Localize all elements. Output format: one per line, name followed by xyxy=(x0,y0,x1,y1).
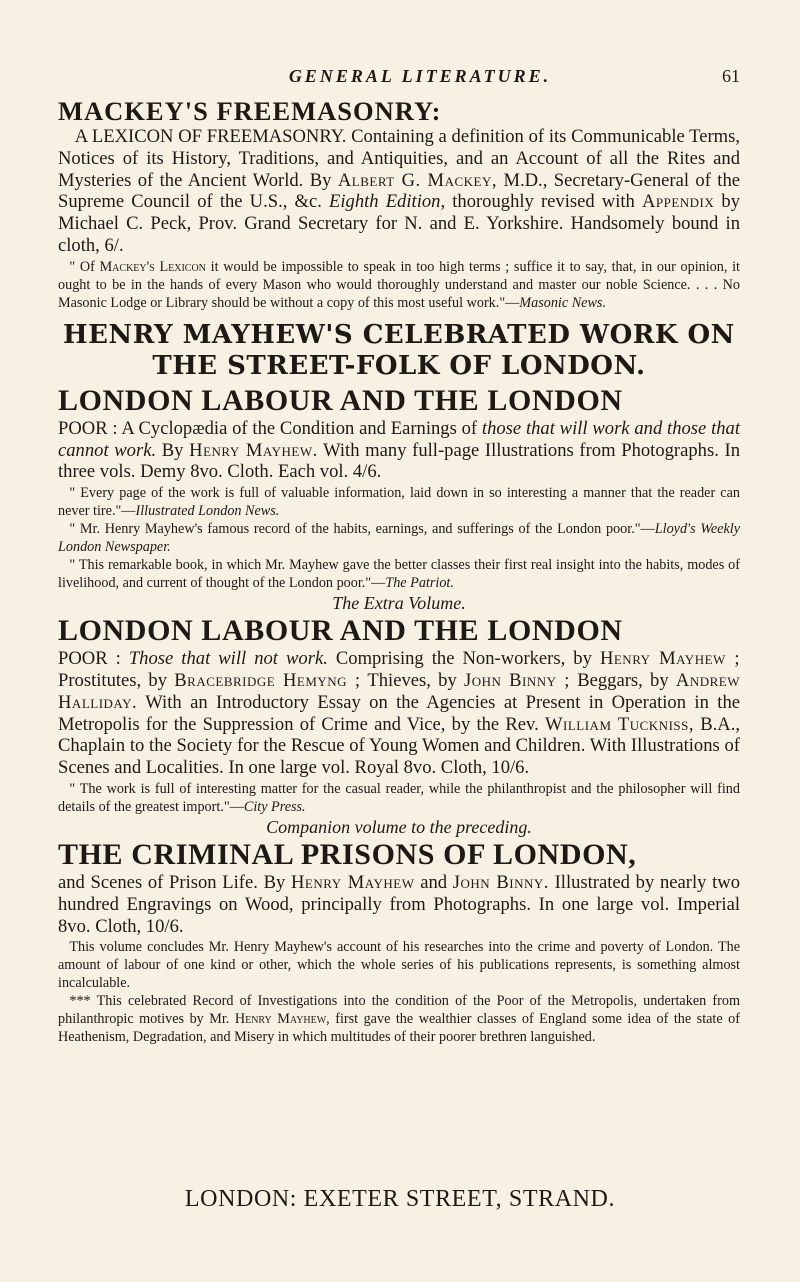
labour-2-text-1: POOR : xyxy=(58,648,129,670)
labour-1-author: Henry Mayhew. xyxy=(189,439,318,461)
entry-title-labour-2: LONDON LABOUR AND THE LONDON xyxy=(58,614,623,648)
mackey-text-3: thoroughly revised with xyxy=(445,191,642,213)
labour-2-text-6: With an Introductory Essay on the Agencies at Present in Operation in the Metropolis for the Suppression of Crime and Vice, by the Rev. xyxy=(58,691,740,735)
labour-2-text-5: Beggars, by xyxy=(569,669,676,691)
labour-1-review-2 xyxy=(58,520,740,556)
extra-volume-label: The Extra Volume. xyxy=(332,593,466,614)
mackey-appendix: Appendix xyxy=(641,191,715,213)
labour-2-text-2: Comprising the Non-workers, by xyxy=(327,648,600,670)
mackey-quote-open: " Of xyxy=(69,258,100,275)
criminal-note-1: This volume concludes Mr. Henry Mayhew's account of his researches into the crime and poverty of London. The amount of labour of one kind or other, which the whole series of his publications represents, is something almost incalculable. xyxy=(58,939,740,992)
banner-line-1: HENRY MAYHEW'S CELEBRATED WORK ON xyxy=(63,319,735,350)
criminal-text-1: and Scenes of Prison Life. By xyxy=(58,871,291,893)
review-text: " The work is full of interesting matter for the casual reader, while the philanthropist and the philosopher will find details of the greatest import."— xyxy=(58,780,740,815)
entry-title-labour-1: LONDON LABOUR AND THE LONDON xyxy=(58,383,623,417)
mackey-author: Albert G. Mackey, xyxy=(337,169,498,191)
entry-title-mackey: MACKEY'S FREEMASONRY: xyxy=(58,96,442,126)
mayhew-banner xyxy=(58,320,740,382)
labour-1-text-3: With many full-page Illustrations from Photographs. In three vols. Demy 8vo. Cloth. Each vol. 4/6. xyxy=(58,439,740,483)
entry-title-criminal-prisons: THE CRIMINAL PRISONS OF LONDON, xyxy=(58,837,637,871)
note-text: first gave the wealthier classes of England some idea of the state of Heathenism, Degradation, and Misery in which multitudes of their poorer brethren languished. xyxy=(58,1011,740,1046)
criminal-description xyxy=(58,872,740,937)
review-text: " This remarkable book, in which Mr. Mayhew gave the better classes their first real insight into the habits, modes of livelihood, and current of thought of the London poor."— xyxy=(58,557,740,592)
mackey-quote-text: it would be impossible to speak in too high terms ; suffice it to say, that, in our opinion, it ought to be in the hands of every Mason who would thoroughly understand and master our noble Science. . . . No Masonic Lodge or Library should be without a copy of this most useful work."— xyxy=(58,258,741,311)
mackey-entry xyxy=(58,96,740,312)
labour-2-text-7: B.A., Chaplain to the Society for the Rescue of Young Women and Children. With Illustrations of Scenes and Localities. In one large vol. Royal 8vo. Cloth, 10/6. xyxy=(58,713,740,779)
labour-1-description xyxy=(58,418,740,483)
mackey-edition: Eighth Edition, xyxy=(329,191,446,213)
labour-1-text-2: By xyxy=(156,439,190,461)
labour-entry-2 xyxy=(58,614,740,838)
labour-2-text-3: Prostitutes, by xyxy=(58,669,175,691)
labour-entry-1 xyxy=(58,384,740,614)
labour-2-italic: Those that will not work. xyxy=(128,648,328,670)
review-text: " Every page of the work is full of valuable information, laid down in so interesting a manner that the reader can never tire."— xyxy=(58,485,740,520)
labour-2-review xyxy=(58,780,740,816)
criminal-note-2 xyxy=(58,992,740,1046)
mackey-quote-source: Masonic News. xyxy=(519,294,606,311)
labour-2-author-2: Bracebridge Hemyng ; xyxy=(174,669,361,691)
review-source: City Press. xyxy=(243,798,306,815)
labour-1-review-3 xyxy=(58,556,740,592)
labour-2-author-4: Andrew Halliday. xyxy=(58,669,740,713)
page-number: 61 xyxy=(722,66,740,86)
note-author: Henry Mayhew, xyxy=(234,1011,330,1028)
labour-2-author-3: John Binny ; xyxy=(464,669,570,691)
review-source: The Patriot. xyxy=(385,575,454,592)
mackey-review xyxy=(58,258,740,312)
review-source: Illustrated London News. xyxy=(135,503,280,520)
note-text: *** This celebrated Record of Investigations into the condition of the Poor of the Metropolis, undertaken from philanthropic motives by Mr. xyxy=(58,993,740,1028)
criminal-prisons-entry xyxy=(58,838,740,1046)
labour-2-author-1: Henry Mayhew ; xyxy=(599,648,740,670)
mackey-text-4: by Michael C. Peck, Prov. Grand Secretary for N. and E. Yorkshire. Handsomely bound in cloth, 6/. xyxy=(58,191,740,256)
running-title: GENERAL LITERATURE. xyxy=(288,66,552,86)
labour-1-italic: those that will work and those that cannot work. xyxy=(58,417,740,461)
criminal-author-1: Henry Mayhew xyxy=(290,871,415,893)
companion-volume-label: Companion volume to the preceding. xyxy=(266,816,532,837)
criminal-author-2: John Binny. xyxy=(452,871,549,893)
labour-2-text-4: Thieves, by xyxy=(360,669,464,691)
mackey-text-1: A LEXICON OF FREEMASONRY. Containing a definition of its Communicable Terms, Notices of its History, Traditions, and Antiquities, and an Account of all the Rites and Mysteries of the Ancient World. By xyxy=(58,126,740,191)
criminal-text-3: Illustrated by nearly two hundred Engravings on Wood, principally from Photographs. In one large vol. Imperial 8vo. Cloth, 10/6. xyxy=(58,871,740,937)
labour-1-text-1: POOR : A Cyclopædia of the Condition and Earnings of xyxy=(58,417,482,439)
publisher-imprint: LONDON: EXETER STREET, STRAND. xyxy=(184,1186,616,1212)
mackey-quote-sc: Mackey's Lexicon xyxy=(99,258,206,275)
mackey-description xyxy=(58,126,740,257)
labour-2-author-5: William Tuckniss, xyxy=(544,713,695,735)
review-text: " Mr. Henry Mayhew's famous record of the habits, earnings, and sufferings of the London poor."— xyxy=(69,521,655,538)
labour-2-description xyxy=(58,648,740,779)
review-source: Lloyd's Weekly London Newspaper. xyxy=(58,521,740,556)
mackey-text-2: M.D., Secretary-General of the Supreme Council of the U.S., &c. xyxy=(58,169,741,213)
labour-1-review-1 xyxy=(58,484,740,520)
page-header xyxy=(58,0,740,96)
criminal-text-2: and xyxy=(414,871,453,893)
banner-line-2: THE STREET-FOLK OF LONDON. xyxy=(152,350,646,381)
